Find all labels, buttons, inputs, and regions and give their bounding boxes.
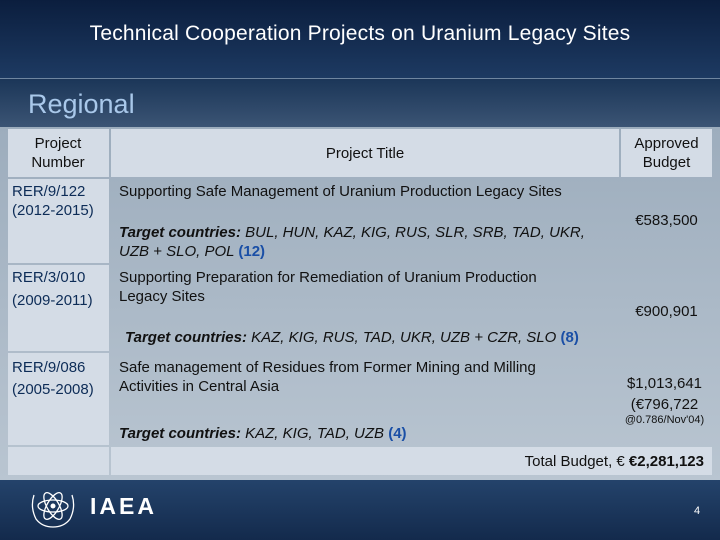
row3-targets-count: (4) (388, 425, 407, 442)
row3-budget-usd: $1,013,641 (626, 375, 703, 392)
iaea-logo-text: IAEA (90, 493, 157, 519)
row1-targets-list: BUL, HUN, KAZ, KIG, RUS, SLR, SRB, TAD, UKR, UZB + SLO, POL (119, 224, 585, 260)
column-header-number: Project Number (31, 135, 85, 171)
row2-target-countries (125, 328, 625, 347)
row1-targets-count: (12) (238, 243, 266, 260)
slide-title: Technical Cooperation Projects on Uranium Legacy Sites (89, 22, 631, 45)
row3-budget-eur: (€796,722 (630, 396, 699, 413)
page-number: 4 (694, 505, 701, 517)
row1-project-period: (2012-2015) (12, 202, 94, 219)
row1-budget: €583,500 (635, 212, 698, 229)
row3-exchange-rate: @0.786/Nov'04) (624, 414, 705, 426)
row3-targets-list: KAZ, KIG, TAD, UZB (240, 425, 389, 442)
row2-targets-list: KAZ, KIG, RUS, TAD, UKR, UZB + CZR, SLO (246, 329, 561, 346)
row1-project-number: RER/9/122 (12, 183, 86, 200)
total-budget-value: €2,281,123 (628, 453, 704, 470)
total-number-cell (8, 447, 109, 475)
total-budget (380, 452, 704, 471)
total-budget-label: Total Budget, € (524, 453, 625, 470)
row2-targets-label: Target countries: (125, 329, 247, 346)
column-header-title: Project Title (325, 145, 405, 162)
row3-project-period: (2005-2008) (12, 381, 94, 398)
row2-project-title: Supporting Preparation for Remediation of Uranium Production Legacy Sites (119, 269, 537, 305)
section-title: Regional (28, 89, 135, 119)
column-header-budget: Approved Budget (634, 135, 699, 171)
row1-project-title: Supporting Safe Management of Uranium Production Legacy Sites (119, 183, 562, 200)
row3-targets-label: Target countries: (119, 425, 241, 442)
row2-project-number: RER/3/010 (12, 269, 86, 286)
row3-project-number: RER/9/086 (12, 359, 86, 376)
row3-project-title: Safe management of Residues from Former Mining and Milling Activities in Central Asia (119, 359, 536, 395)
row1-target-countries (119, 223, 599, 261)
slide-header (0, 0, 720, 79)
row3-target-countries (119, 424, 519, 443)
row2-targets-count: (8) (560, 329, 579, 346)
row2-budget: €900,901 (635, 303, 698, 320)
row2-project-period: (2009-2011) (12, 292, 93, 309)
row1-targets-label: Target countries: (119, 224, 241, 241)
iaea-atom-logo-icon (28, 485, 78, 529)
